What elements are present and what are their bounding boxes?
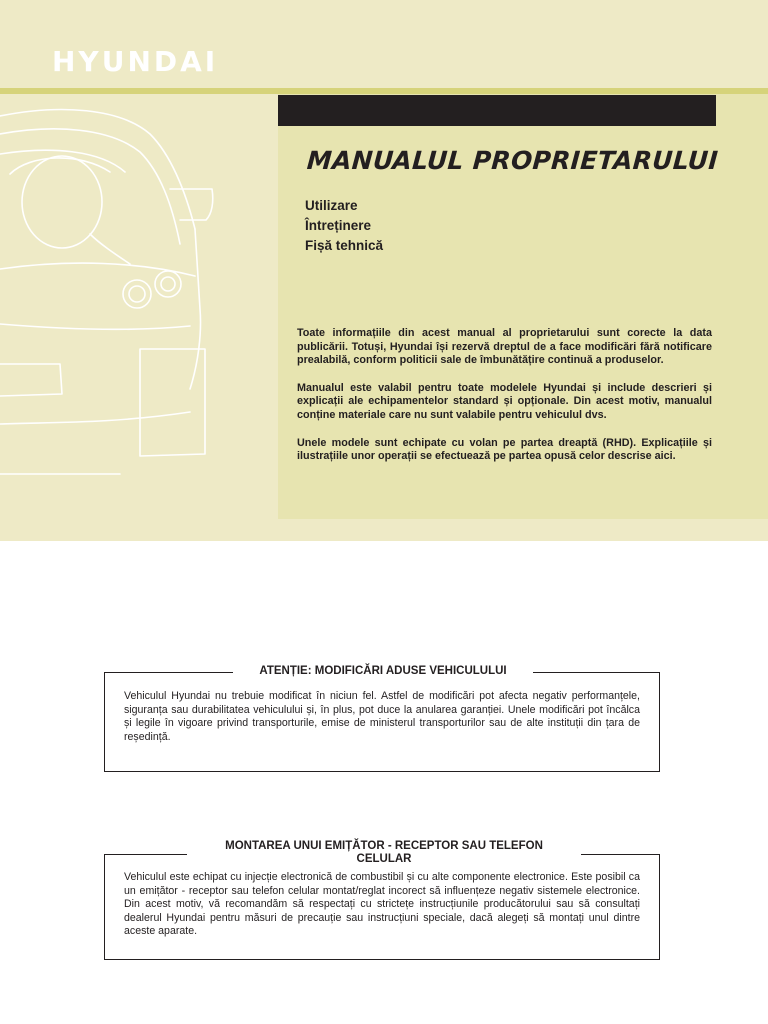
topic-item: Întreținere xyxy=(305,218,372,233)
intro-paragraph: Manualul este valabil pentru toate modelele Hyundai și include descrieri și explicații ale echipamentelor standard și opționale. Din acest motiv, manualul conține materiale care nu sunt valabile pentru vehiculul dvs. xyxy=(297,381,712,421)
intro-paragraph: Unele modele sunt echipate cu volan pe partea dreaptă (RHD). Explicațiile și ilustrațiile unor operații se efectuează pe partea opusă celor descrise aici. xyxy=(297,436,712,463)
modification-warning-box xyxy=(104,665,660,772)
topic-list xyxy=(305,196,383,256)
intro-text xyxy=(297,327,712,478)
title-bar xyxy=(278,95,716,126)
hyundai-logo: HYUNDAI xyxy=(52,45,219,78)
manual-title: MANUALUL PROPRIETARULUI xyxy=(305,146,720,175)
car-outline-illustration xyxy=(0,94,278,541)
topic-item: Utilizare xyxy=(305,198,358,213)
topic-item: Fișă tehnică xyxy=(305,238,384,253)
transceiver-warning-box xyxy=(104,840,660,960)
intro-paragraph: Toate informațiile din acest manual al proprietarului sunt corecte la data publicării. Totuși, Hyundai își rezervă dreptul de a face modificări fără notificare prealabilă, conform politicii sale de îmbunătățire continuă a produselor. xyxy=(297,327,712,367)
notice-title: ATENȚIE: MODIFICĂRI ADUSE VEHICULULUI xyxy=(233,665,533,678)
notice-title: MONTAREA UNUI EMIȚĂTOR - RECEPTOR SAU TELEFON CELULAR xyxy=(187,840,581,866)
notice-body: Vehiculul Hyundai nu trebuie modificat în niciun fel. Astfel de modificări pot afecta negativ performanțele, siguranța sau durabilitatea vehiculului și, în plus, pot duce la anularea garanției. Unele modificări pot încălca și legile în vigoare privind transporturile, emise de ministerul transporturilor sau de alte instituții din țara de reședință. xyxy=(124,690,640,743)
notice-body: Vehiculul este echipat cu injecție electronică de combustibil și cu alte componente electronice. Este posibil ca un emițător - receptor sau telefon celular montat/reglat incorect să influențeze negativ sistemele electronice. Din acest motiv, vă recomandăm să respectați cu strictețe instrucțiunile producătorului sau să consultați dealerul Hyundai pentru măsuri de precauție sau instrucțiuni speciale, dacă alegeți să montați unul dintre aceste aparate. xyxy=(124,871,640,938)
